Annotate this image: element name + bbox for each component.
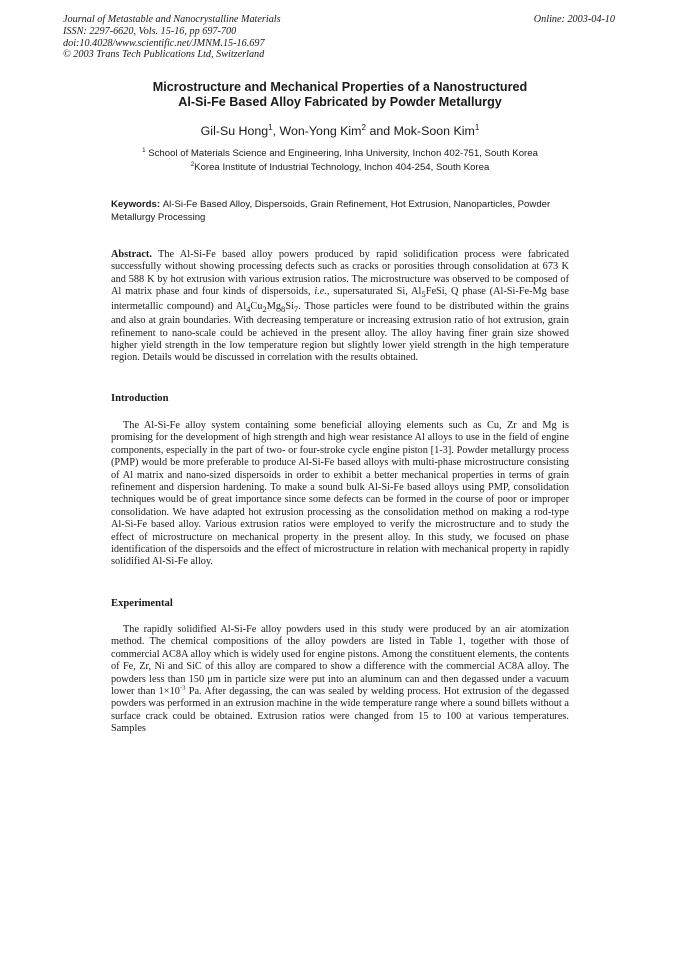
subscript: 2 xyxy=(262,303,267,314)
title-block xyxy=(60,80,620,175)
abstract-text: . Those particles were found to be distributed within the grains and also at grain boundaries. With decreasing temperature or increasing extrusion ratio of hot extrusion, grain refinement to nano-scale could be achieved in the present alloy. The alloy having finer grain size showed higher yield strength in the low temperature region but slightly lower yield strength in the high temperature region. Details would be discussed in correlation with the results obtained. xyxy=(111,300,570,364)
author-affil-mark: 1 xyxy=(268,122,273,132)
experimental-text-part: The rapidly solidified Al-Si-Fe alloy powders used in this study were produced by an air atomization method. The chemical compositions of the alloy powders are listed in Table 1, together with those of commercial AC8A alloy which is widely used for engine pistons. Among the constituent elements, the contents of Fe, Zr, Ni and SiC of this alloy are compared to show a difference with the commercial AC8A alloy. The powders less than 150 μm in particle size were put into an aluminum can and then degassed under a vacuum lower than 1×10 xyxy=(111,624,569,698)
title-line-2: Al-Si-Fe Based Alloy Fabricated by Powder Metallurgy xyxy=(178,95,502,109)
abstract-text: FeSi, Q phase (Al-Si-Fe-Mg base intermetallic compound) and Al xyxy=(111,286,569,312)
author-affil-mark: 1 xyxy=(474,122,480,132)
exponent: -3 xyxy=(179,684,186,692)
abstract xyxy=(111,249,569,365)
affil-text: Korea Institute of Industrial Technology, Inchon 404-254, South Korea xyxy=(194,162,490,173)
abstract-text: Cu xyxy=(250,300,263,312)
abstract-text: Mg xyxy=(266,300,282,312)
author-name: Mok-Soon Kim xyxy=(393,124,475,138)
affil-text: School of Materials Science and Engineering, Inha University, Inchon 402-751, South Korea xyxy=(145,148,538,159)
author-name: Gil-Su Hong xyxy=(200,124,269,138)
affil-mark: 1 xyxy=(142,146,146,154)
subscript: 7 xyxy=(293,303,299,314)
issn-line: ISSN: 2297-6620, Vols. 15-16, pp 697-700 xyxy=(63,25,237,37)
subscript: 4 xyxy=(246,303,251,314)
abstract-ie: i.e. xyxy=(314,286,327,298)
subscript: 8 xyxy=(281,303,286,314)
keywords xyxy=(111,199,569,225)
subscript: 5 xyxy=(421,289,426,300)
affiliation-2 xyxy=(60,161,620,175)
author-name: Won-Yong Kim xyxy=(279,124,362,138)
affiliation-1 xyxy=(60,147,620,161)
abstract-text: , supersaturated Si, Al xyxy=(326,286,422,298)
introduction-text: The Al-Si-Fe alloy system containing some beneficial alloying elements such as Cu, Zr and Mg is promising for the development of high strength and high wear resistance Al alloys to use in the field of engine components, especially in the part of two- or four-stroke cycle engine piston [1-3]. Powder metallurgy process (PMP) would be more preferable to produce Al-Si-Fe based alloys with multi-phase microstructure consisting of Al matrix and nano-sized dispersoids in order to exhibit a better mechanical properties in terms of grain refinement and dispersion hardening. To make a sound bulk Al-Si-Fe based alloys using PMP, consolidation techniques would be of great importance since some defects can be formed in the course of poor or improper consolidation. We have adapted hot extrusion processing as the consolidation method on making a rod-type Al-Si-Fe based alloy. Various extrusion ratios were employed to verify the microstructure and to study the effect of microstructure on mechanical property in the present alloy. In this study, we focused on phase identification of the dispersoids and the effect of microstructure in relation with mechanical property in rapidly solidified Al-Si-Fe alloy. xyxy=(111,420,569,568)
affil-mark: 2 xyxy=(190,160,195,168)
author-separator: , xyxy=(272,124,280,138)
experimental-heading: Experimental xyxy=(111,598,173,609)
title-line-1: Microstructure and Mechanical Properties of a Nanostructured xyxy=(152,80,528,94)
introduction-heading: Introduction xyxy=(111,393,169,404)
author-separator: and xyxy=(366,124,394,138)
keywords-text: Al-Si-Fe Based Alloy, Dispersoids, Grain Refinement, Hot Extrusion, Nanoparticles, Powder Metallurgy Processing xyxy=(111,199,551,223)
affiliations xyxy=(60,147,620,175)
abstract-text: Si xyxy=(285,300,294,312)
experimental-text-part: Pa. After degassing, the can was sealed by welding process. Hot extrusion of the degassed powders was performed in an extrusion machine in the wide temperature range where a sound billets without a surface crack could be obtained. Extrusion ratios were changed from 15 to 100 at various temperatures. Samples xyxy=(111,686,570,735)
abstract-label: Abstract. xyxy=(111,249,152,260)
abstract-text: The Al-Si-Fe based alloy powers produced by rapid solidification process were fabricated successfully without showing processing defects such as cracks or porosities through consolidation at 673 K and 588 K by hot extrusion with various extrusion ratios. The microstructure was observed to be composed of Al matrix phase and four kinds of dispersoids, xyxy=(111,249,569,298)
journal-header xyxy=(63,14,443,61)
author-affil-mark: 2 xyxy=(361,122,366,132)
author-list xyxy=(60,124,620,139)
online-date: Online: 2003-04-10 xyxy=(533,14,615,25)
doi-line: doi:10.4028/www.scientific.net/JMNM.15-16.697 xyxy=(63,37,265,49)
experimental-text xyxy=(111,624,569,736)
copyright-line: © 2003 Trans Tech Publications Ltd, Switzerland xyxy=(63,49,265,61)
journal-name: Journal of Metastable and Nanocrystalline Materials xyxy=(63,14,281,25)
paper-title xyxy=(60,80,620,110)
keywords-label: Keywords: xyxy=(111,199,163,210)
